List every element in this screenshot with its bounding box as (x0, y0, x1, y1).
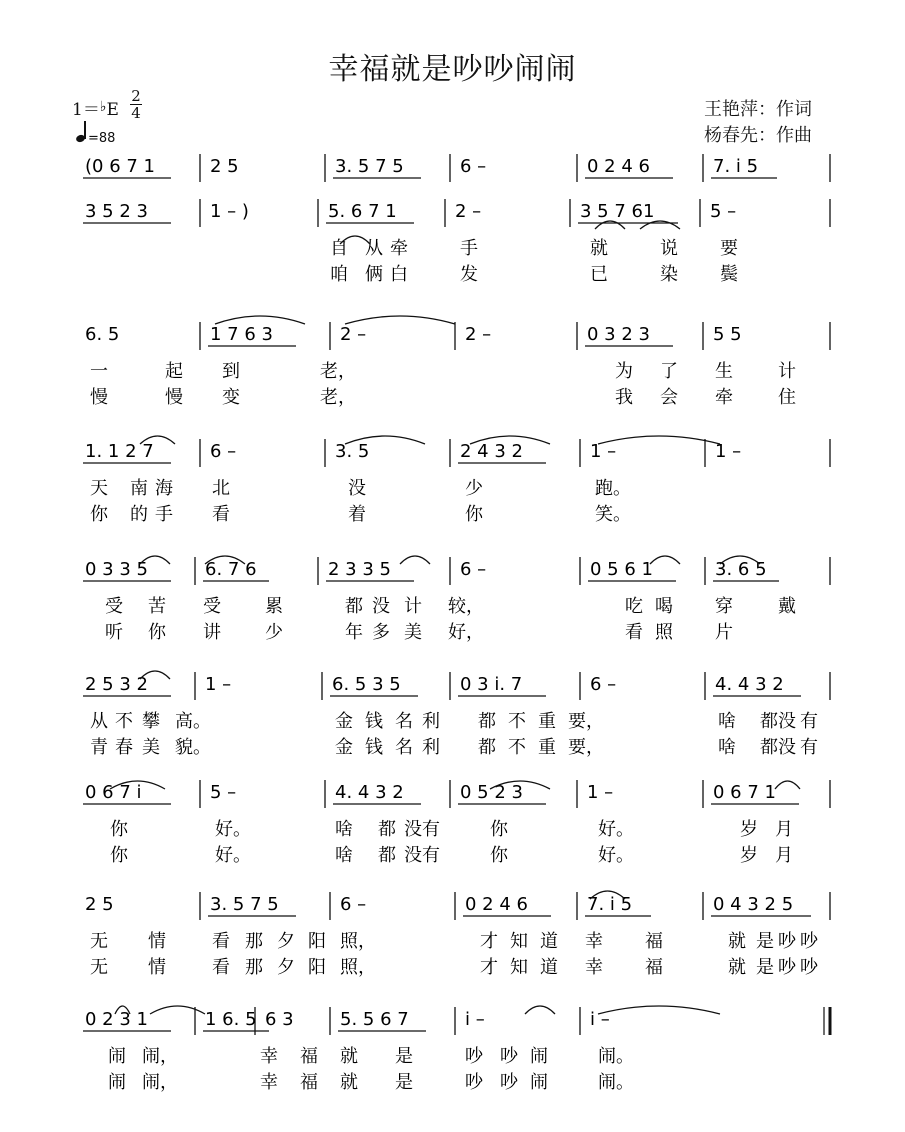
measure-notes: 2 5 3 2 (85, 674, 148, 695)
lyric-syllable: 手 (155, 504, 173, 525)
lyric-syllable: 啥 (335, 845, 353, 866)
lyric-syllable: 闹 (530, 1046, 548, 1067)
measure-notes: 3 5 2 3 (85, 201, 148, 222)
lyric-syllable: 吵 (500, 1072, 518, 1093)
lyric-syllable: 手 (460, 238, 478, 259)
measure-notes: 5 5 (713, 324, 742, 345)
lyric-syllable: 金 (335, 711, 353, 732)
lyric-syllable: 就 (590, 238, 608, 259)
lyric-syllable: 累 (265, 596, 283, 617)
lyric-syllable: 有 (800, 711, 818, 732)
slur (525, 1006, 555, 1014)
lyric-syllable: 闹。 (598, 1072, 634, 1093)
lyric-syllable: 没 (348, 478, 366, 499)
lyric-syllable: 好。 (598, 845, 634, 866)
lyric-syllable: 闹， (142, 1046, 178, 1067)
lyric-syllable: 阳 (308, 931, 326, 952)
lyric-syllable: 说 (660, 238, 678, 259)
lyric-syllable: 都 (378, 845, 396, 866)
lyric-syllable: 好。 (215, 819, 251, 840)
slur (775, 781, 800, 789)
score-row (85, 892, 830, 978)
score-row (83, 672, 830, 758)
lyric-syllable: 福 (300, 1046, 318, 1067)
measure-notes: 1 – ) (210, 201, 249, 222)
lyric-syllable: 听 (105, 622, 123, 643)
lyric-syllable: 无 (90, 957, 108, 978)
measure-notes: 6 – (340, 894, 367, 915)
lyric-syllable: 吵 (465, 1072, 483, 1093)
lyricist: 王艳萍：作词 (704, 99, 812, 120)
lyric-syllable: 多 (372, 622, 390, 643)
lyric-syllable: 你 (110, 845, 128, 866)
lyric-syllable: 是 (756, 957, 774, 978)
measure-notes: 6 – (590, 674, 617, 695)
score-row (83, 439, 830, 525)
lyric-syllable: 吵 (800, 931, 818, 952)
measure-notes: 0 6 7 1 (713, 782, 776, 803)
lyric-syllable: 吃 (625, 596, 643, 617)
key-letter: E (106, 100, 119, 120)
lyric-syllable: 苦 (148, 596, 166, 617)
lyric-syllable: 都 (345, 596, 363, 617)
lyric-syllable: 春 (115, 737, 133, 758)
lyric-syllable: 了 (660, 361, 678, 382)
measure-notes: 1. 1 2 7 (85, 441, 154, 462)
lyric-syllable: 你 (148, 622, 166, 643)
lyric-syllable: 那 (245, 957, 263, 978)
measure-notes: 2 – (455, 201, 482, 222)
score-row (83, 199, 830, 285)
lyric-syllable: 幸 (260, 1046, 278, 1067)
score-row (83, 780, 830, 866)
lyric-syllable: 少 (265, 622, 283, 643)
lyric-syllable: 就 (340, 1072, 358, 1093)
lyric-syllable: 没 (404, 845, 422, 866)
lyric-syllable: 一 (90, 361, 108, 382)
measure-notes: 1 7 6 3 (210, 324, 273, 345)
slur (595, 221, 625, 229)
lyric-syllable: 自 (330, 238, 348, 259)
lyric-syllable: 好， (448, 622, 484, 643)
score-row (83, 1007, 830, 1093)
lyric-syllable: 青 (90, 737, 108, 758)
lyric-syllable: 幸 (585, 931, 603, 952)
measure-notes: 0 3 2 3 (587, 324, 650, 345)
measure-notes: 1 – (205, 674, 232, 695)
lyric-syllable: 照， (340, 957, 376, 978)
lyric-syllable: 是 (395, 1046, 413, 1067)
lyric-syllable: 吵 (778, 957, 796, 978)
measure-notes: 0 3 i. 7 (460, 674, 523, 695)
lyric-syllable: 你 (490, 845, 508, 866)
measure-notes: 2 4 3 2 (460, 441, 523, 462)
measure-notes: 6 – (460, 559, 487, 580)
lyric-syllable: 月 (775, 845, 793, 866)
lyric-syllable: 笑。 (595, 504, 631, 525)
lyric-syllable: 闹。 (598, 1046, 634, 1067)
lyric-syllable: 没 (778, 711, 796, 732)
measure-notes: 0 4 3 2 5 (713, 894, 794, 915)
lyric-syllable: 金 (335, 737, 353, 758)
lyric-syllable: 到 (222, 361, 240, 382)
lyric-syllable: 闹 (108, 1072, 126, 1093)
lyric-syllable: 咱 (330, 264, 348, 285)
measure-notes: 5 – (710, 201, 737, 222)
lyric-syllable: 要， (568, 737, 604, 758)
lyric-syllable: 名 (395, 711, 413, 732)
measure-notes: 0 6 7 i (85, 782, 142, 803)
lyric-syllable: 那 (245, 931, 263, 952)
lyric-syllable: 就 (340, 1046, 358, 1067)
lyric-syllable: 攀 (142, 711, 160, 732)
lyric-syllable: 夕 (277, 931, 295, 952)
flat-symbol: ♭ (99, 99, 107, 115)
lyric-syllable: 南 (130, 478, 148, 499)
measure-notes: (0 6 7 1 (85, 156, 155, 177)
lyric-syllable: 重 (538, 737, 556, 758)
lyric-syllable: 利 (422, 711, 440, 732)
lyric-syllable: 老， (320, 361, 356, 382)
lyric-syllable: 为 (615, 361, 633, 382)
lyric-syllable: 牵 (715, 387, 733, 408)
measure-notes: 7. i 5 (587, 894, 633, 915)
lyric-syllable: 喝 (655, 596, 673, 617)
lyric-syllable: 幸 (260, 1072, 278, 1093)
lyric-syllable: 是 (395, 1072, 413, 1093)
lyric-syllable: 少 (465, 478, 483, 499)
score-row (83, 557, 830, 643)
lyric-syllable: 重 (538, 711, 556, 732)
lyric-syllable: 白 (390, 264, 408, 285)
lyric-syllable: 看 (212, 504, 230, 525)
lyric-syllable: 会 (660, 387, 678, 408)
measure-notes: 4. 4 3 2 (715, 674, 784, 695)
measure-notes: 2 5 (85, 894, 114, 915)
lyric-syllable: 就 (728, 957, 746, 978)
lyric-syllable: 有 (422, 819, 440, 840)
lyric-syllable: 没 (372, 596, 390, 617)
lyric-syllable: 俩 (365, 264, 383, 285)
lyric-syllable: 好。 (215, 845, 251, 866)
lyric-syllable: 福 (300, 1072, 318, 1093)
lyric-syllable: 好。 (598, 819, 634, 840)
lyric-syllable: 岁 (740, 845, 758, 866)
lyric-syllable: 闹 (108, 1046, 126, 1067)
lyric-syllable: 起 (165, 361, 183, 382)
lyric-syllable: 就 (728, 931, 746, 952)
lyric-syllable: 穿 (715, 596, 733, 617)
lyric-syllable: 月 (775, 819, 793, 840)
slur (640, 221, 680, 229)
lyric-syllable: 跑。 (595, 478, 631, 499)
lyric-syllable: 是 (756, 931, 774, 952)
lyric-syllable: 照， (340, 931, 376, 952)
lyric-syllable: 戴 (778, 596, 796, 617)
lyric-syllable: 受 (203, 596, 221, 617)
lyric-syllable: 你 (90, 504, 108, 525)
lyric-syllable: 美 (404, 622, 422, 643)
lyric-syllable: 都 (378, 819, 396, 840)
lyric-syllable: 钱 (365, 711, 383, 732)
lyric-syllable: 才 (480, 957, 498, 978)
lyric-syllable: 情 (148, 931, 166, 952)
lyric-syllable: 你 (465, 504, 483, 525)
lyric-syllable: 较， (448, 596, 484, 617)
score-row (85, 322, 830, 408)
lyric-syllable: 都 (478, 737, 496, 758)
lyric-syllable: 照 (655, 622, 673, 643)
measure-notes: 5. 6 7 1 (328, 201, 397, 222)
lyric-syllable: 你 (110, 819, 128, 840)
measure-notes: 1 – (590, 441, 617, 462)
key-prefix: 1＝ (72, 100, 100, 120)
lyric-syllable: 知 (510, 957, 528, 978)
lyric-syllable: 要 (720, 238, 738, 259)
lyric-syllable: 吵 (465, 1046, 483, 1067)
lyric-syllable: 变 (222, 387, 240, 408)
slur (215, 316, 305, 324)
lyric-syllable: 不 (115, 711, 133, 732)
lyric-syllable: 有 (422, 845, 440, 866)
measure-notes: 6 – (210, 441, 237, 462)
lyric-syllable: 阳 (308, 957, 326, 978)
lyric-syllable: 福 (645, 957, 663, 978)
measure-notes: 5 – (210, 782, 237, 803)
lyric-syllable: 夕 (277, 957, 295, 978)
lyric-syllable: 都 (478, 711, 496, 732)
lyric-syllable: 慢 (165, 387, 183, 408)
lyric-syllable: 你 (490, 819, 508, 840)
lyric-syllable: 计 (778, 361, 796, 382)
measure-notes: 6. 5 (85, 324, 120, 345)
lyric-syllable: 海 (155, 478, 173, 499)
lyric-syllable: 片 (715, 622, 733, 643)
lyric-syllable: 发 (460, 264, 478, 285)
lyric-syllable: 染 (660, 264, 678, 285)
lyric-syllable: 啥 (718, 737, 736, 758)
measure-notes: 0 5 6 1 (590, 559, 653, 580)
measure-notes: i – (465, 1009, 485, 1030)
lyric-syllable: 利 (422, 737, 440, 758)
lyric-syllable: 有 (800, 737, 818, 758)
measure-notes: 0 2 3 1 (85, 1009, 148, 1030)
lyric-syllable: 我 (615, 387, 633, 408)
lyric-syllable: 高。 (175, 711, 211, 732)
composer: 杨春先：作曲 (704, 125, 812, 146)
lyric-syllable: 福 (645, 931, 663, 952)
measure-notes: i – (590, 1009, 610, 1030)
measure-notes: 5. 5 6 7 (340, 1009, 409, 1030)
slur (345, 316, 455, 324)
measure-notes: 3. 5 (335, 441, 370, 462)
lyric-syllable: 都 (760, 711, 778, 732)
lyric-syllable: 名 (395, 737, 413, 758)
lyric-syllable: 从 (365, 238, 383, 259)
measure-notes: 6. 5 3 5 (332, 674, 401, 695)
lyric-syllable: 貌。 (175, 737, 211, 758)
lyric-syllable: 要， (568, 711, 604, 732)
lyric-syllable: 道 (540, 957, 558, 978)
lyric-syllable: 吵 (800, 957, 818, 978)
lyric-syllable: 钱 (365, 737, 383, 758)
measure-notes: 2 – (465, 324, 492, 345)
time-bottom: 4 (131, 104, 141, 122)
lyric-syllable: 鬓 (720, 264, 738, 285)
slur (150, 1006, 205, 1014)
lyric-syllable: 牵 (390, 238, 408, 259)
slur (598, 1006, 720, 1014)
measure-notes: 2 – (340, 324, 367, 345)
lyric-syllable: 不 (508, 711, 526, 732)
lyric-syllable: 美 (142, 737, 160, 758)
measure-notes: 0 2 4 6 (587, 156, 650, 177)
measure-notes: 4. 4 3 2 (335, 782, 404, 803)
slur (400, 556, 430, 564)
lyric-syllable: 已 (590, 264, 608, 285)
lyric-syllable: 计 (404, 596, 422, 617)
measure-notes: 3. 5 7 5 (210, 894, 279, 915)
measure-notes: 3. 6 5 (715, 559, 767, 580)
lyric-syllable: 吵 (778, 931, 796, 952)
lyric-syllable: 看 (625, 622, 643, 643)
lyric-syllable: 没 (404, 819, 422, 840)
lyric-syllable: 受 (105, 596, 123, 617)
lyric-syllable: 闹， (142, 1072, 178, 1093)
measure-notes: 6. 7 6 (205, 559, 257, 580)
lyric-syllable: 住 (778, 387, 796, 408)
lyric-syllable: 北 (212, 478, 230, 499)
song-title: 幸福就是吵吵闹闹 (328, 52, 577, 87)
lyric-syllable: 无 (90, 931, 108, 952)
measure-notes: 1 – (587, 782, 614, 803)
lyric-syllable: 不 (508, 737, 526, 758)
lyric-syllable: 看 (212, 931, 230, 952)
measure-notes: 7. i 5 (713, 156, 759, 177)
lyric-syllable: 老， (320, 387, 356, 408)
measure-notes: 2 3 3 5 (328, 559, 391, 580)
lyric-syllable: 慢 (90, 387, 108, 408)
lyric-syllable: 都 (760, 737, 778, 758)
lyric-syllable: 着 (348, 504, 366, 525)
tempo-value: =88 (88, 131, 116, 146)
measure-notes: 3 5 7 61 (580, 201, 655, 222)
measure-notes: 0 3 3 5 (85, 559, 148, 580)
measure-notes: 6 3 (265, 1009, 294, 1030)
lyric-syllable: 讲 (203, 622, 221, 643)
lyric-syllable: 生 (715, 361, 733, 382)
measure-notes: 1 6. 5 (205, 1009, 257, 1030)
lyric-syllable: 年 (345, 622, 363, 643)
lyric-syllable: 天 (90, 478, 108, 499)
lyric-syllable: 才 (480, 931, 498, 952)
lyric-syllable: 闹 (530, 1072, 548, 1093)
lyric-syllable: 的 (130, 504, 148, 525)
time-top: 2 (131, 87, 141, 105)
measure-notes: 3. 5 7 5 (335, 156, 404, 177)
lyric-syllable: 从 (90, 711, 108, 732)
slur (598, 436, 720, 444)
score-row (83, 154, 830, 182)
lyric-syllable: 看 (212, 957, 230, 978)
measure-notes: 0 5 2 3 (460, 782, 523, 803)
lyric-syllable: 情 (148, 957, 166, 978)
lyric-syllable: 啥 (335, 819, 353, 840)
measure-notes: 2 5 (210, 156, 239, 177)
lyric-syllable: 啥 (718, 711, 736, 732)
measure-notes: 0 2 4 6 (465, 894, 528, 915)
lyric-syllable: 吵 (500, 1046, 518, 1067)
measure-notes: 1 – (715, 441, 742, 462)
measure-notes: 6 – (460, 156, 487, 177)
lyric-syllable: 知 (510, 931, 528, 952)
lyric-syllable: 幸 (585, 957, 603, 978)
lyric-syllable: 没 (778, 737, 796, 758)
lyric-syllable: 道 (540, 931, 558, 952)
lyric-syllable: 岁 (740, 819, 758, 840)
slur (650, 556, 680, 564)
